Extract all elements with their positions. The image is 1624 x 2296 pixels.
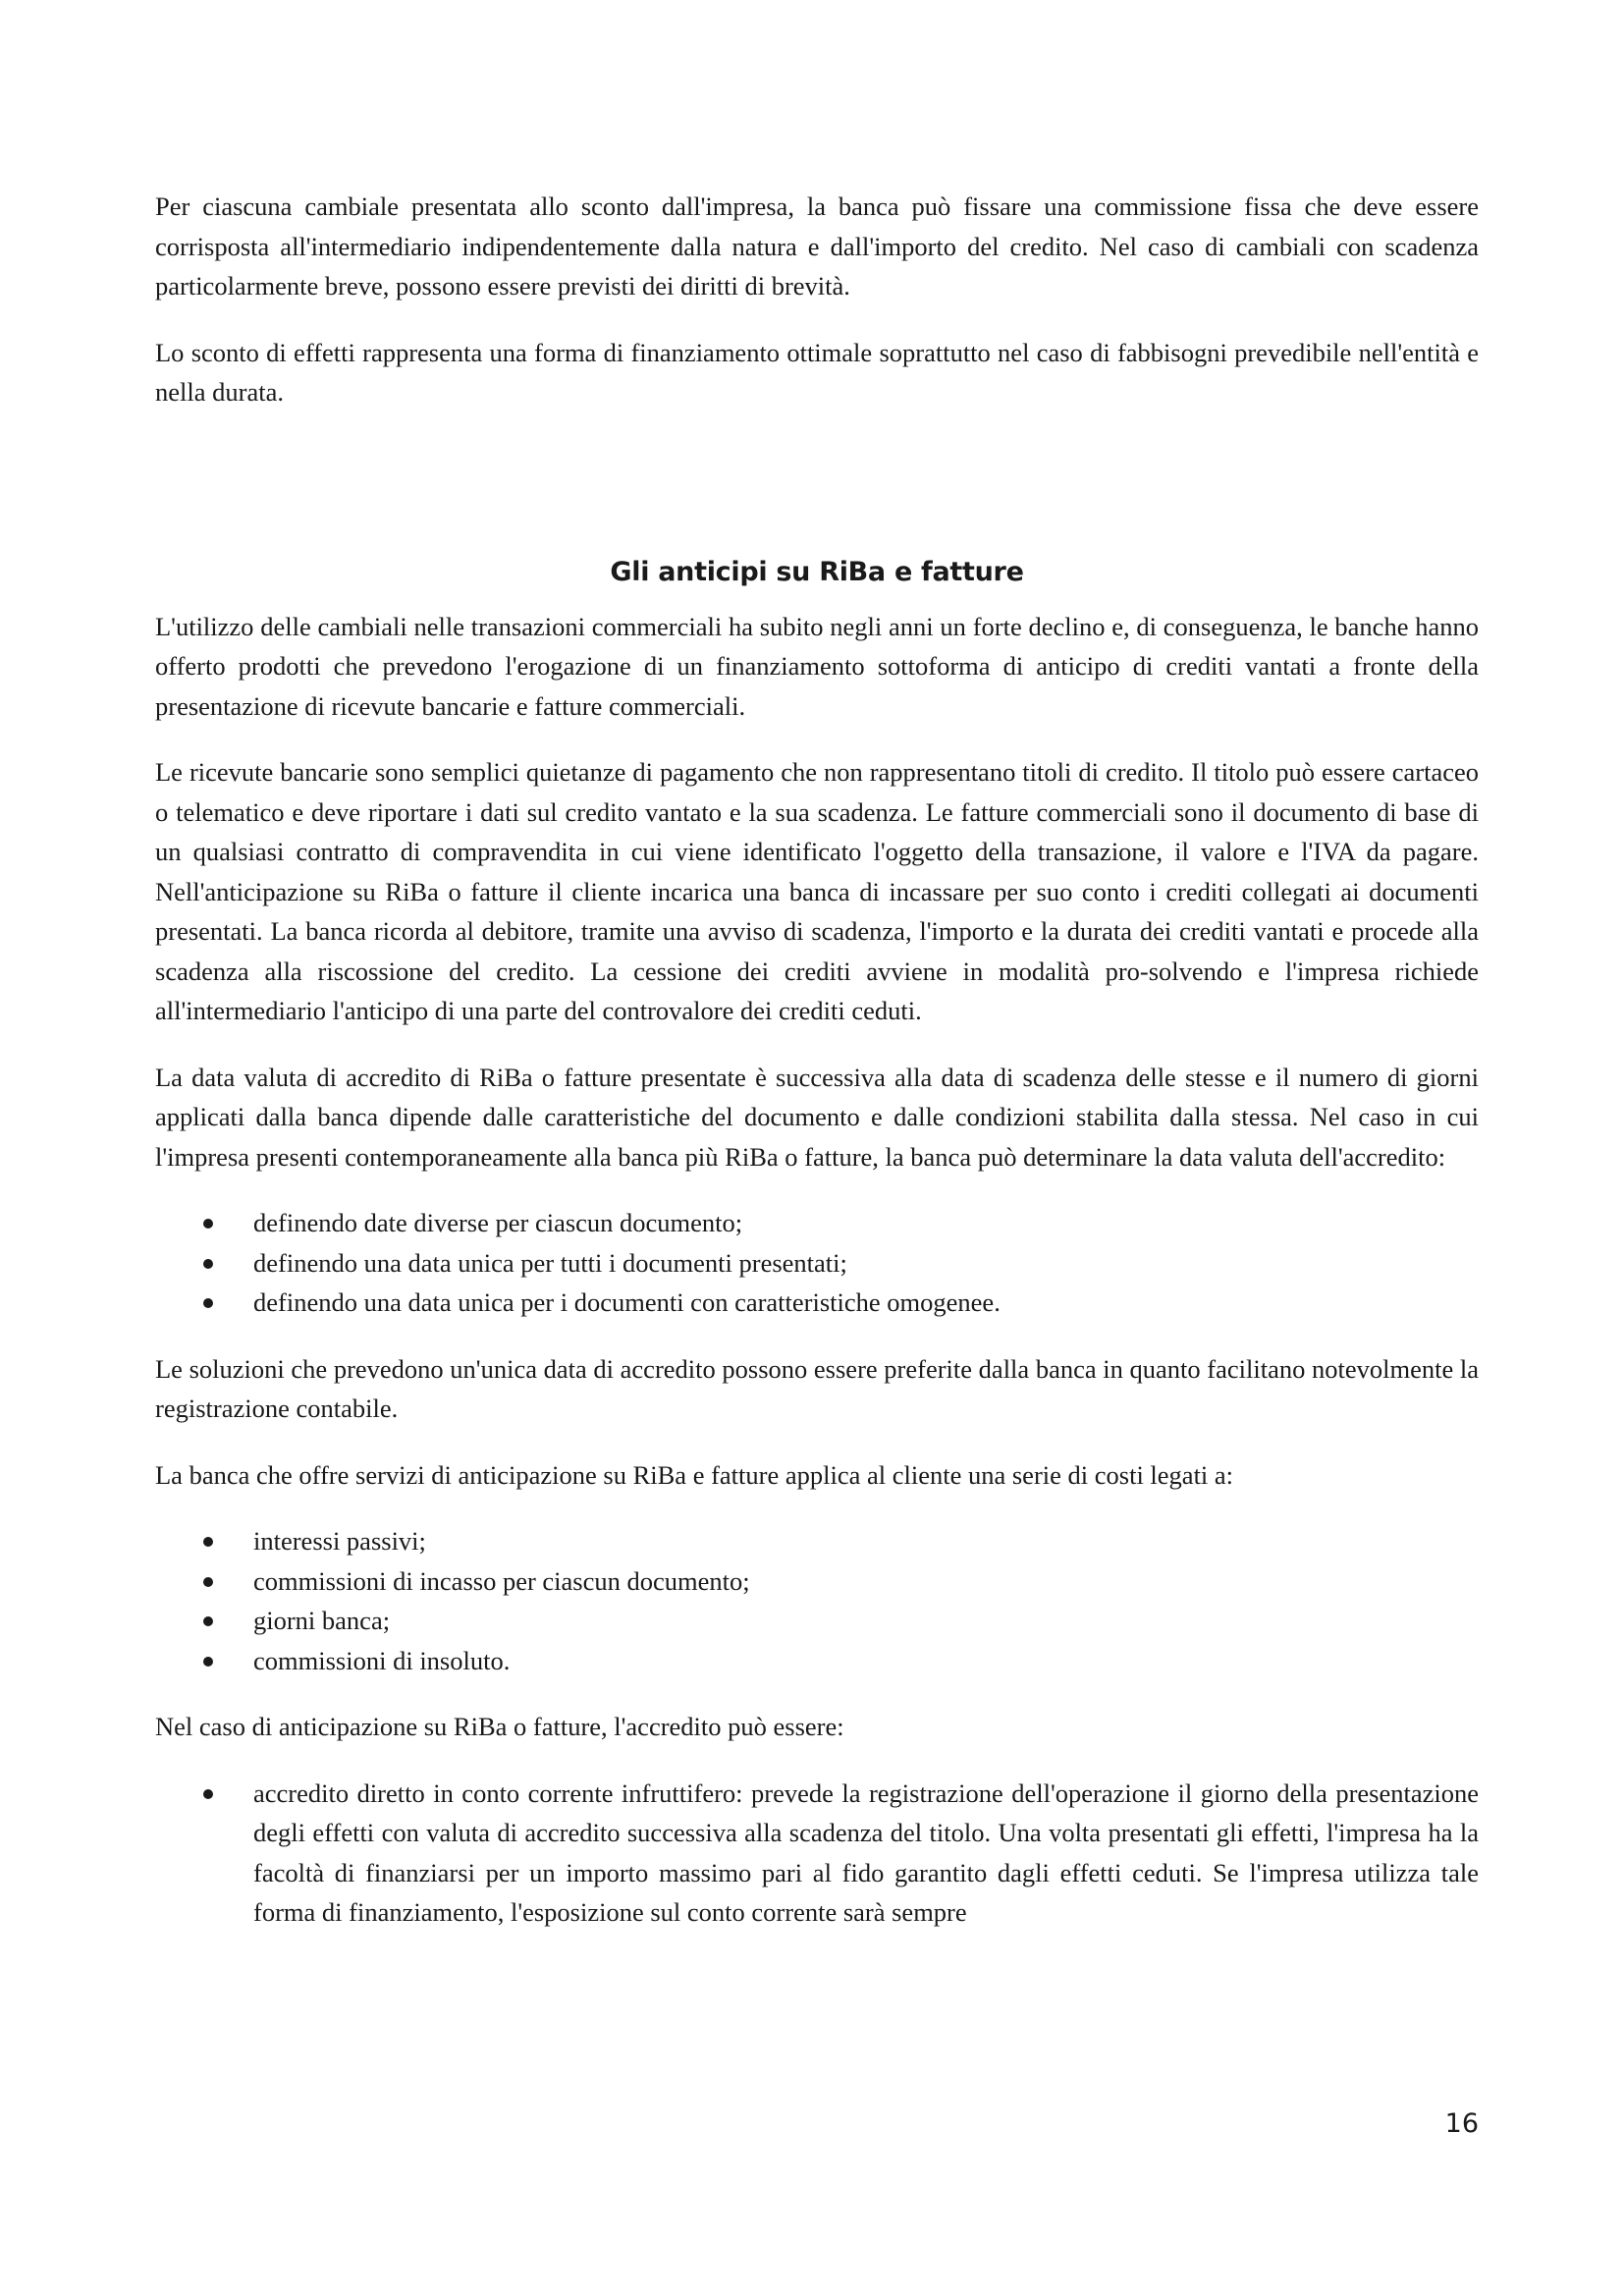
paragraph: Per ciascuna cambiale presentata allo sconto dall'impresa, la banca può fissare una commissione fissa che deve essere corrisposta all'intermediario indipendentemente dalla natura e dall'importo del credito. Nel caso di cambiali con scadenza particolarmente breve, possono essere previsti dei diritti di brevità. <box>155 191 1479 301</box>
bullet-list-accredito-types <box>155 1774 1479 1933</box>
bullet-icon <box>203 1537 213 1547</box>
bullet-icon <box>203 1577 213 1587</box>
bullet-icon <box>203 1616 213 1626</box>
list-item <box>155 1521 1479 1561</box>
list-item <box>155 1641 1479 1681</box>
paragraph: Lo sconto di effetti rappresenta una forma di finanziamento ottimale soprattutto nel caso di fabbisogni prevedibile nell'entità e nella durata. <box>155 337 1479 407</box>
list-item-text: commissioni di incasso per ciascun documento; <box>253 1565 750 1596</box>
list-item-text: definendo una data unica per tutti i documenti presentati; <box>253 1247 847 1278</box>
list-item-text: definendo una data unica per i documenti con caratteristiche omogenee. <box>253 1287 1001 1317</box>
bullet-icon <box>203 1259 213 1269</box>
list-item-text: accredito diretto in conto corrente infruttifero: prevede la registrazione dell'operazione il giorno della presentazione degli effetti con valuta di accredito successiva alla scadenza del titolo. Una volta presentati gli effetti, l'impresa ha la facoltà di finanziarsi per un importo massimo pari al fido garantito dagli effetti ceduti. Se l'impresa utilizza tale forma di finanziamento, l'esposizione sul conto corrente sarà sempre <box>253 1777 1479 1927</box>
bullet-icon <box>203 1789 213 1799</box>
paragraph: La banca che offre servizi di anticipazione su RiBa e fatture applica al cliente una serie di costi legati a: <box>155 1459 1234 1490</box>
section-title: Gli anticipi su RiBa e fatture <box>610 556 1024 587</box>
list-item-text: interessi passivi; <box>253 1526 426 1556</box>
paragraph: L'utilizzo delle cambiali nelle transazioni commerciali ha subito negli anni un forte declino e, di conseguenza, le banche hanno offerto prodotti che prevedono l'erogazione di un finanziamento sottoforma di anticipo di crediti vantati a fronte della presentazione di ricevute bancarie e fatture commerciali. <box>155 611 1479 721</box>
list-item-text: definendo date diverse per ciascun documento; <box>253 1208 743 1237</box>
list-item <box>155 1561 1479 1602</box>
bullet-icon <box>203 1219 213 1229</box>
list-item-text: giorni banca; <box>253 1606 391 1635</box>
list-item <box>155 1601 1479 1641</box>
paragraph: La data valuta di accredito di RiBa o fatture presentate è successiva alla data di scadenza delle stesse e il numero di giorni applicati dalla banca dipende dalle caratteristiche del documento e dalle condizioni stabilita dalla stessa. Nel caso in cui l'impresa presenti contemporaneamente alla banca più RiBa o fatture, la banca può determinare la data valuta dell'accredito: <box>155 1062 1479 1172</box>
page-number: 16 <box>1444 2108 1479 2139</box>
paragraph: Nel caso di anticipazione su RiBa o fatture, l'accredito può essere: <box>155 1712 844 1741</box>
list-item <box>155 1774 1479 1933</box>
bullet-list-costs <box>155 1521 1479 1680</box>
document-page <box>155 187 1479 1959</box>
list-item-text: commissioni di insoluto. <box>253 1645 511 1675</box>
bullet-icon <box>203 1657 213 1667</box>
paragraph: Le ricevute bancarie sono semplici quietanze di pagamento che non rappresentano titoli di credito. Il titolo può essere cartaceo o telematico e deve riportare i dati sul credito vantato e la sua scadenza. Le fatture commerciali sono il documento di base di un qualsiasi contratto di compravendita in cui viene identificato l'oggetto della transazione, il valore e l'IVA da pagare. Nell'anticipazione su RiBa o fatture il cliente incarica una banca di incassare per suo conto i crediti collegati ai documenti presentati. La banca ricorda al debitore, tramite una avviso di scadenza, l'importo e la durata dei crediti vantati e procede alla scadenza alla riscossione del credito. La cessione dei crediti avviene in modalità pro-solvendo e l'impresa richiede all'intermediario l'anticipo di una parte del controvalore dei crediti ceduti. <box>155 757 1479 1025</box>
list-item <box>155 1283 1479 1323</box>
paragraph: Le soluzioni che prevedono un'unica data di accredito possono essere preferite dalla banca in quanto facilitano notevolmente la registrazione contabile. <box>155 1353 1479 1423</box>
bullet-list-accredito-dates <box>155 1203 1479 1323</box>
list-item <box>155 1203 1479 1243</box>
bullet-icon <box>203 1298 213 1308</box>
list-item <box>155 1243 1479 1284</box>
